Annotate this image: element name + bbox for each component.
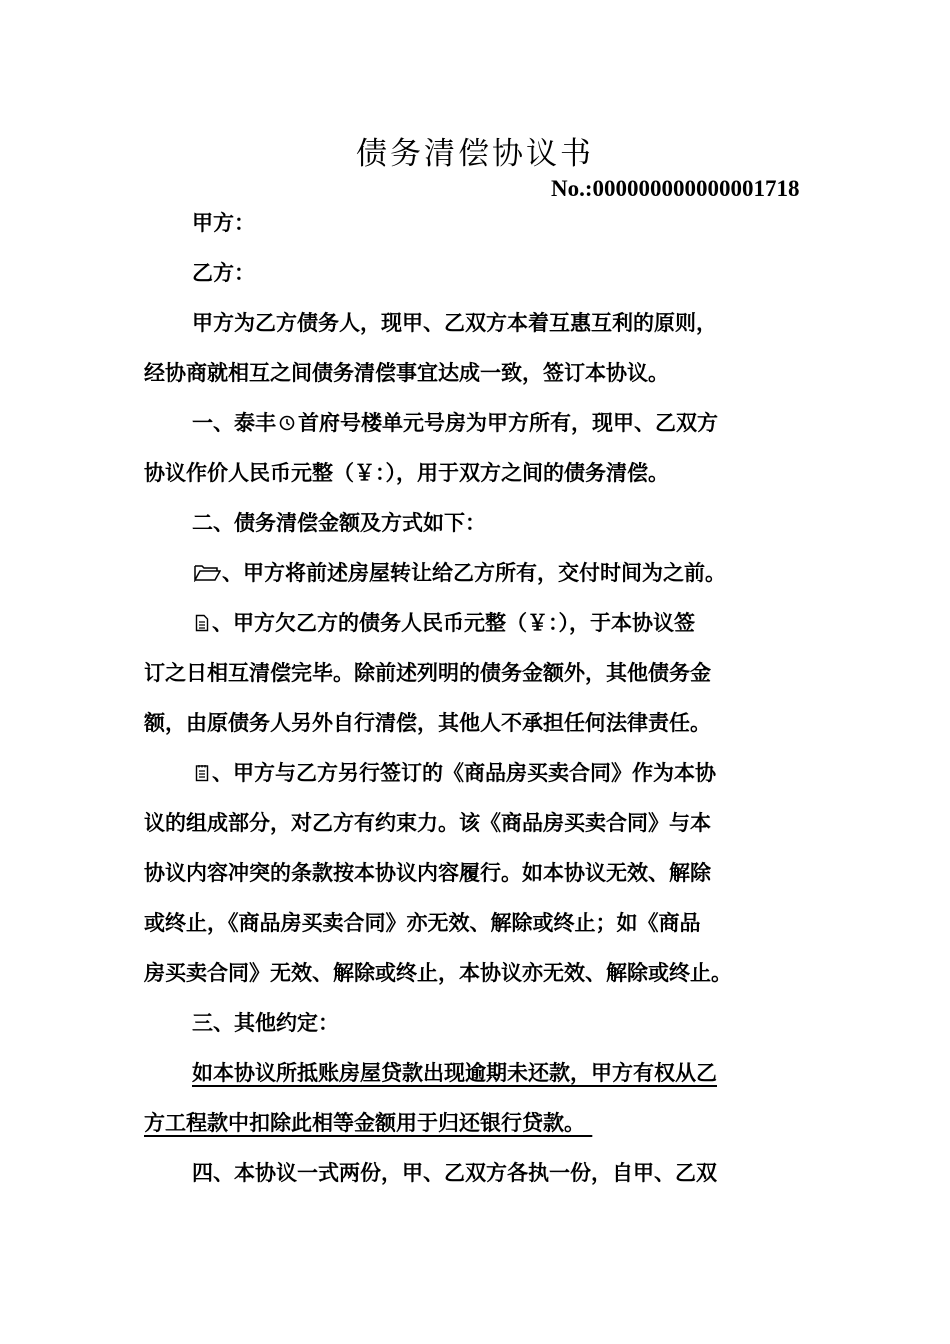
notepad-icon [192, 748, 212, 798]
clause-2-item-3-line-2: 议的组成部分，对乙方有约束力。该《商品房买卖合同》与本 [144, 811, 711, 835]
clause-1 [144, 398, 808, 498]
clause-2-item-3-line-5: 房买卖合同》无效、解除或终止，本协议亦无效、解除或终止。 [144, 961, 732, 985]
intro-paragraph [144, 298, 808, 398]
intro-line-2: 经协商就相互之间债务清偿事宜达成一致，签订本协议。 [144, 361, 669, 385]
clause-2-item-3-line-4: 或终止，《商品房买卖合同》亦无效、解除或终止；如《商品 [144, 911, 701, 935]
clause-1-text-b: 首府号楼单元号房为甲方所有，现甲、乙双方 [298, 411, 718, 435]
clause-2-item-3 [144, 748, 808, 998]
clause-2-item-2-line-2: 订之日相互清偿完毕。除前述列明的债务金额外，其他债务金 [144, 661, 711, 685]
clause-2-item-2 [144, 598, 808, 748]
intro-line-1: 甲方为乙方债务人，现甲、乙双方本着互惠互利的原则， [192, 311, 717, 335]
clause-1-line-1 [144, 398, 808, 448]
document-number: No.:000000000000001718 [551, 176, 800, 201]
clause-2-item-3-line-3: 协议内容冲突的条款按本协议内容履行。如本协议无效、解除 [144, 861, 711, 885]
folder-icon [192, 548, 222, 598]
party-b-label: 乙方： [192, 261, 255, 285]
document-icon [192, 598, 212, 648]
clause-2-item-2-line-3: 额，由原债务人另外自行清偿，其他人不承担任何法律责任。 [144, 711, 711, 735]
clause-3-line-2: 方工程款中扣除此相等金额用于归还银行贷款。 [144, 1111, 585, 1135]
clause-2-item-1 [144, 548, 808, 598]
clause-3-heading: 三、其他约定： [192, 1011, 339, 1035]
clause-3-line-2-wrap [144, 1098, 808, 1148]
clause-4-line-1: 四、本协议一式两份，甲、乙双方各执一份，自甲、乙双 [192, 1161, 717, 1185]
clause-3-content [144, 1048, 808, 1148]
clause-2-item-3-line-1: 、甲方与乙方另行签订的《商品房买卖合同》作为本协 [212, 761, 716, 785]
clause-1-line-2: 协议作价人民币元整（￥：），用于双方之间的债务清偿。 [144, 461, 669, 485]
clock-icon [276, 398, 298, 448]
document-title: 债务清偿协议书 [356, 136, 594, 172]
clause-3-line-1: 如本协议所抵账房屋贷款出现逾期未还款，甲方有权从乙 [192, 1061, 717, 1085]
underline-tail [585, 1098, 599, 1148]
clause-1-text-a: 一、泰丰 [192, 411, 276, 435]
clause-2-item-1-text: 、甲方将前述房屋转让给乙方所有，交付时间为之前。 [222, 561, 726, 585]
clause-2-heading: 二、债务清偿金额及方式如下： [192, 511, 486, 535]
clause-2-item-2-line-1: 、甲方欠乙方的债务人民币元整（￥：），于本协议签 [212, 611, 695, 635]
party-a-label: 甲方： [192, 211, 255, 235]
